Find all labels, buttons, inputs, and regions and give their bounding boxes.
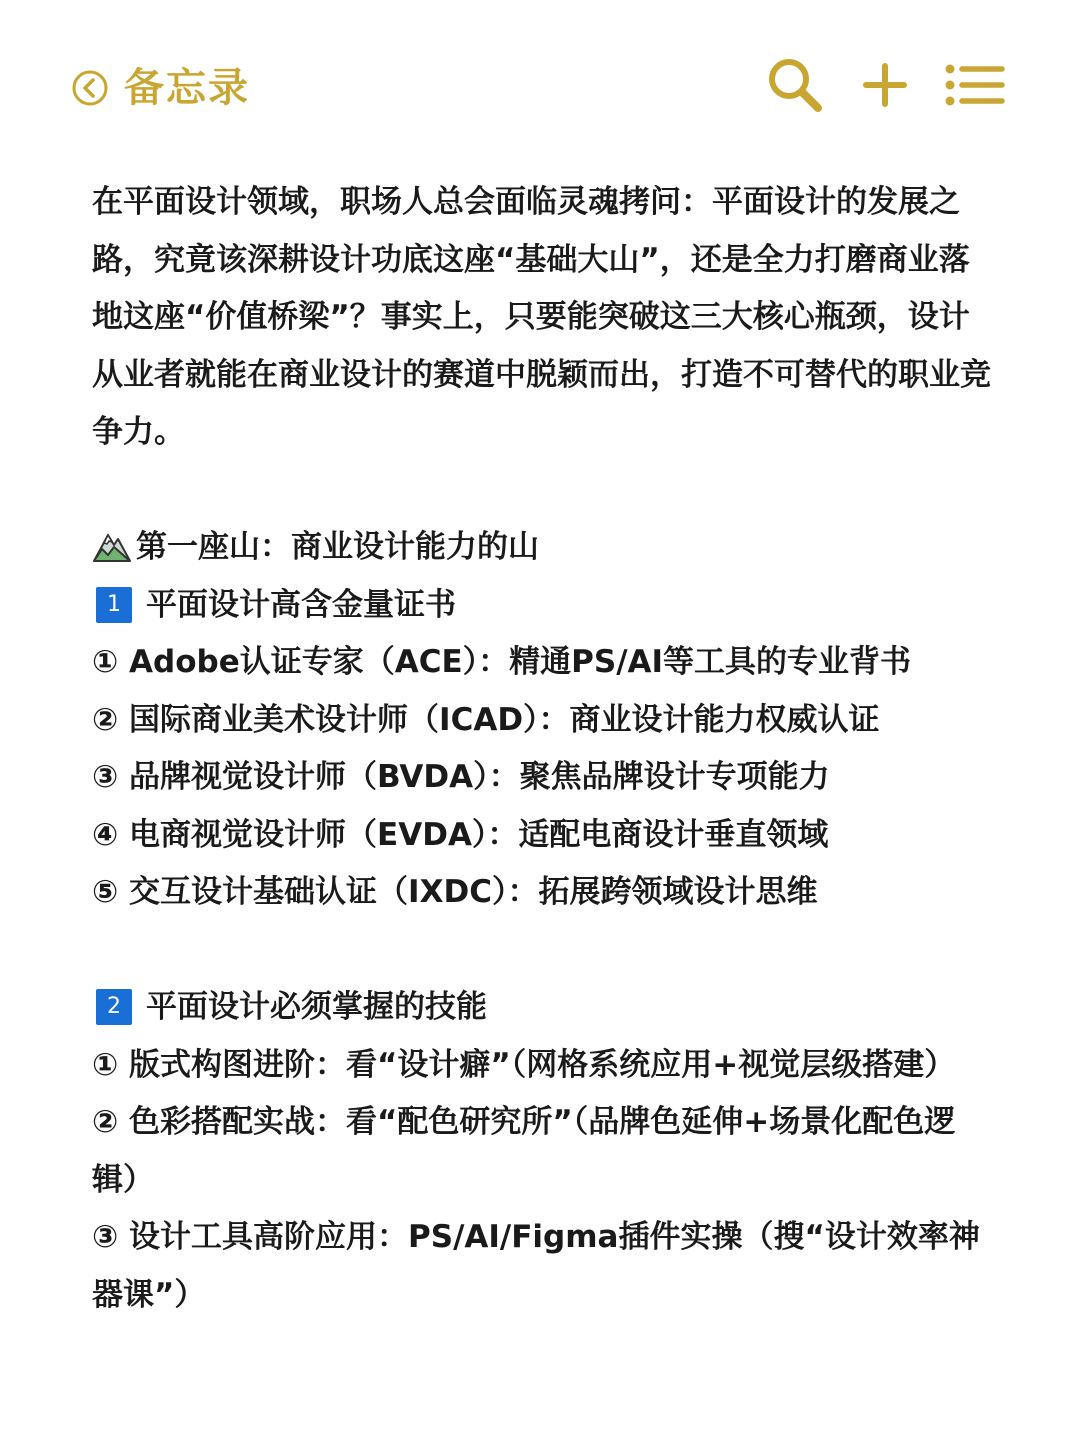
subsection-title-2-text: 平面设计必须掌握的技能 <box>146 989 487 1025</box>
list-item: ③ 品牌视觉设计师（BVDA）：聚焦品牌设计专项能力 <box>92 759 830 795</box>
list-item: ① Adobe认证专家（ACE）：精通PS/AI等工具的专业背书 <box>92 644 912 680</box>
list-icon[interactable] <box>944 56 1006 114</box>
subsection-title-2 <box>92 979 992 1037</box>
section-heading-text: 第一座山：商业设计能力的山 <box>136 529 539 565</box>
note-intro: 在平面设计领域，职场人总会面临灵魂拷问：平面设计的发展之路，究竟该深耕设计功底这座“基础大山”，还是全力打磨商业落地这座“价值桥梁”？事实上，只要能突破这三大核心瓶颈，设计从业者就能在商业设计的赛道中脱颖而出，打造不可替代的职业竞争力。 <box>92 184 991 450</box>
note-content[interactable] <box>92 174 992 1324</box>
list-item: ⑤ 交互设计基础认证（IXDC）：拓展跨领域设计思维 <box>92 874 818 910</box>
number-badge-2: 2 <box>96 989 132 1025</box>
app-title: 备忘录 <box>124 65 250 111</box>
back-button[interactable] <box>72 60 250 116</box>
spacer <box>92 462 992 520</box>
top-bar <box>0 0 1080 170</box>
subsection-title-1 <box>92 577 992 635</box>
spacer <box>92 922 992 980</box>
number-badge-1: 1 <box>96 587 132 623</box>
section-heading <box>92 519 992 577</box>
search-icon[interactable] <box>766 56 824 114</box>
list-item: ② 色彩搭配实战：看“配色研究所”（品牌色延伸+场景化配色逻辑） <box>92 1104 956 1198</box>
mountain-icon <box>92 529 132 563</box>
subsection-title-1-text: 平面设计高含金量证书 <box>146 586 456 623</box>
list-item: ② 国际商业美术设计师（ICAD）：商业设计能力权威认证 <box>92 701 880 738</box>
chevron-left-circle-icon <box>72 70 108 106</box>
list-item: ① 版式构图进阶：看“设计癖”（网格系统应用+视觉层级搭建） <box>92 1046 956 1083</box>
plus-icon[interactable] <box>862 56 908 114</box>
list-item: ④ 电商视觉设计师（EVDA）：适配电商设计垂直领域 <box>92 816 829 853</box>
list-item: ③ 设计工具高阶应用：PS/AI/Figma插件实操（搜“设计效率神器课”） <box>92 1219 980 1313</box>
